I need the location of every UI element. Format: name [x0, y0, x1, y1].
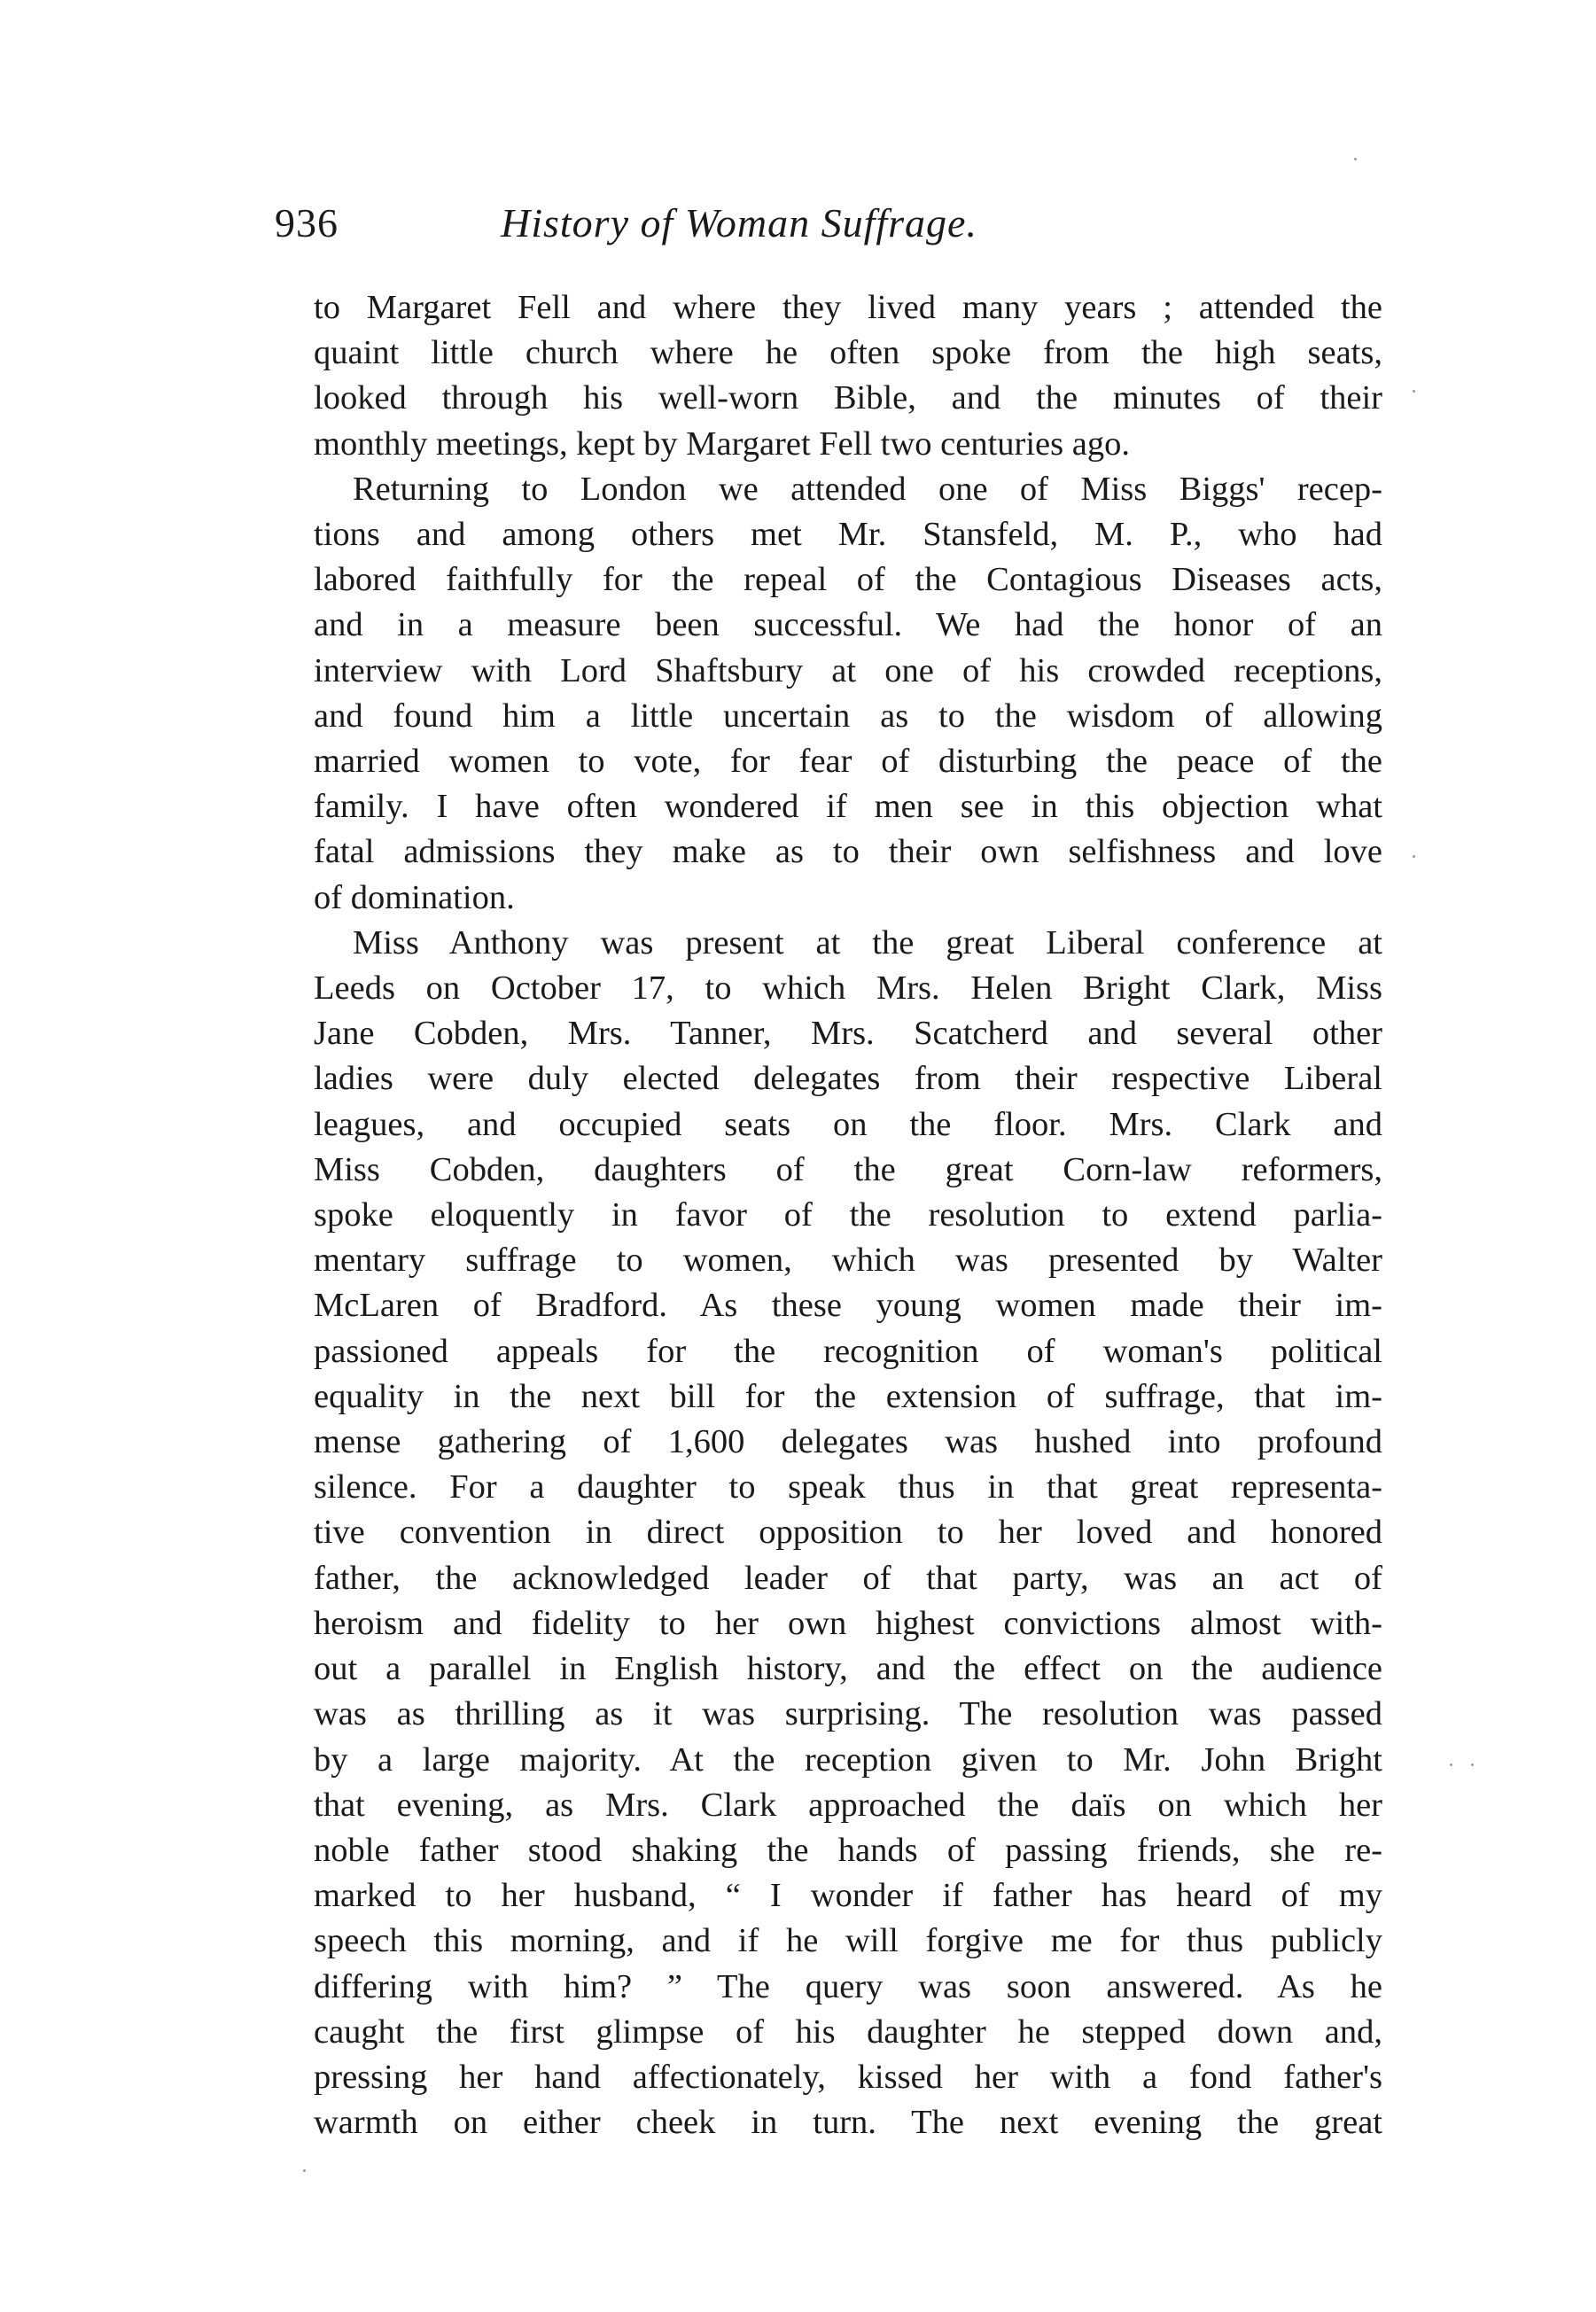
text-line: quaint little church where he often spoke from the high seats, [314, 334, 1382, 372]
text-line: marked to her husband, “ I wonder if father has heard of my [314, 1877, 1382, 1915]
text-line: warmth on either cheek in turn. The next evening the great [314, 2104, 1382, 2142]
text-line: was as thrilling as it was surprising. The resolution was passed [314, 1695, 1382, 1733]
text-line: Returning to London we attended one of Miss Biggs' recep- [353, 470, 1382, 508]
text-line: mense gathering of 1,600 delegates was hushed into profound [314, 1423, 1382, 1461]
text-line: Miss Cobden, daughters of the great Corn-law reformers, [314, 1150, 1382, 1188]
running-title: History of Woman Suffrage. [501, 200, 977, 245]
text-line: passioned appeals for the recognition of woman's political [314, 1332, 1382, 1370]
text-line: to Margaret Fell and where they lived many years ; attended the [314, 289, 1382, 326]
text-line: and in a measure been successful. We had the honor of an [314, 606, 1382, 644]
text-line: heroism and fidelity to her own highest convictions almost with- [314, 1604, 1382, 1642]
body-text [275, 285, 1382, 2145]
text-line: tions and among others met Mr. Stansfeld, M. P., who had [314, 516, 1382, 554]
text-line: equality in the next bill for the extension of suffrage, that im- [314, 1377, 1382, 1415]
text-line: Miss Anthony was present at the great Liberal conference at [353, 923, 1382, 961]
text-line: spoke eloquently in favor of the resolution to extend parlia- [314, 1196, 1382, 1234]
paragraph [275, 921, 1382, 2145]
page-number: 936 [275, 200, 339, 245]
paper-speck [303, 2169, 306, 2172]
paper-speck [1471, 1763, 1474, 1766]
text-line: ladies were duly elected delegates from their respective Liberal [314, 1060, 1382, 1098]
text-line: silence. For a daughter to speak thus in that great representa- [314, 1468, 1382, 1506]
text-line: married women to vote, for fear of disturbing the peace of the [314, 743, 1382, 781]
text-line: labored faithfully for the repeal of the Contagious Diseases acts, [314, 561, 1382, 599]
text-line: McLaren of Bradford. As these young women made their im- [314, 1287, 1382, 1325]
text-line: caught the first glimpse of his daughter he stepped down and, [314, 2012, 1382, 2051]
text-line: monthly meetings, kept by Margaret Fell two centuries ago. [314, 424, 1130, 463]
text-line: differing with him? ” The query was soon answered. As he [314, 1967, 1382, 2005]
text-line: interview with Lord Shaftsbury at one of his crowded receptions, [314, 651, 1382, 689]
text-line: by a large majority. At the reception given to Mr. John Bright [314, 1740, 1382, 1779]
paragraph [275, 467, 1382, 921]
text-line: family. I have often wondered if men see in this objection what [314, 788, 1382, 826]
paper-speck [1413, 390, 1415, 393]
text-line: leagues, and occupied seats on the floor. Mrs. Clark and [314, 1105, 1382, 1143]
text-line: Jane Cobden, Mrs. Tanner, Mrs. Scatcherd and several other [314, 1015, 1382, 1053]
paper-speck [1354, 158, 1357, 160]
paragraph [275, 285, 1382, 467]
text-line: noble father stood shaking the hands of passing friends, she re- [314, 1831, 1382, 1869]
text-line: and found him a little uncertain as to the wisdom of allowing [314, 697, 1382, 735]
text-line: mentary suffrage to women, which was presented by Walter [314, 1242, 1382, 1280]
paper-speck [1450, 1763, 1452, 1766]
text-line: speech this morning, and if he will forgive me for thus publicly [314, 1922, 1382, 1960]
text-line: fatal admissions they make as to their own selfishness and love [314, 833, 1382, 871]
running-head [275, 197, 1382, 259]
text-line: tive convention in direct opposition to her loved and honored [314, 1514, 1382, 1552]
text-line: pressing her hand affectionately, kissed her with a fond father's [314, 2058, 1382, 2096]
text-line: out a parallel in English history, and the effect on the audience [314, 1650, 1382, 1688]
text-line: looked through his well-worn Bible, and the minutes of their [314, 379, 1382, 417]
text-line: of domination. [314, 878, 515, 916]
text-line: father, the acknowledged leader of that party, was an act of [314, 1559, 1382, 1597]
text-line: Leeds on October 17, to which Mrs. Helen Bright Clark, Miss [314, 969, 1382, 1008]
text-line: that evening, as Mrs. Clark approached the daïs on which her [314, 1786, 1382, 1824]
paper-speck [1413, 855, 1415, 858]
